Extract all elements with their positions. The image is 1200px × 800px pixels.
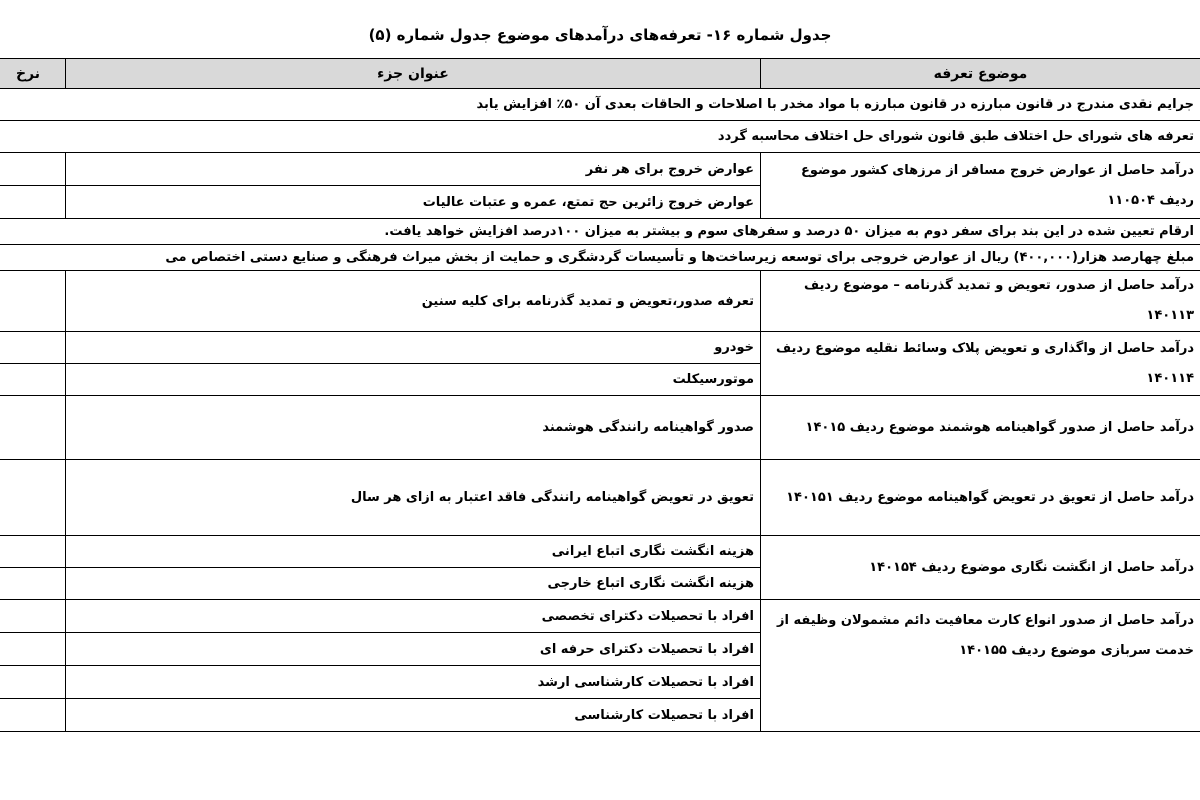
- item-cell: افراد با تحصیلات کارشناسی: [66, 699, 761, 732]
- rate-cell: [0, 699, 66, 732]
- rate-cell: [0, 186, 66, 219]
- table-title: جدول شماره ۱۶- تعرفه‌های درآمدهای موضوع جدول شماره (۵): [368, 26, 832, 44]
- subject-passport: درآمد حاصل از صدور، تعویض و تمدید گذرنامه – موضوع ردیف ۱۴۰۱۱۳: [761, 271, 1200, 332]
- note-row: [0, 219, 1200, 245]
- subject-smart-license: درآمد حاصل از صدور گواهینامه هوشمند موضوع ردیف ۱۴۰۱۵: [761, 396, 1200, 460]
- subject-plate: درآمد حاصل از واگذاری و تعویض پلاک وسائط نقلیه موضوع ردیف ۱۴۰۱۱۴: [761, 332, 1200, 396]
- note-row: [0, 245, 1200, 271]
- rate-cell: [0, 460, 66, 536]
- rate-cell: [0, 536, 66, 568]
- rate-cell: [0, 332, 66, 364]
- item-cell: افراد با تحصیلات دکترای حرفه ای: [66, 633, 761, 666]
- subject-license-delay: درآمد حاصل از تعویق در تعویض گواهینامه موضوع ردیف ۱۴۰۱۵۱: [761, 460, 1200, 536]
- table-row: [0, 271, 1200, 332]
- rate-cell: [0, 600, 66, 633]
- header-row: [0, 59, 1200, 89]
- table-row: [0, 332, 1200, 364]
- item-cell: هزینه انگشت نگاری اتباع خارجی: [66, 568, 761, 600]
- header-item: عنوان جزء: [66, 59, 761, 89]
- subject-exemption-card: درآمد حاصل از صدور انواع کارت معافیت دائم مشمولان وظیفه از خدمت سربازی موضوع ردیف ۱۴۰۱۵۵: [761, 600, 1200, 732]
- note-drug-fines: جرایم نقدی مندرج در قانون مبارزه در قانون مبارزه با مواد مخدر با اصلاحات و الحاقات بعدی آن ۵۰٪ افزایش یابد: [0, 89, 1200, 121]
- table-row: [0, 460, 1200, 536]
- note-row: [0, 121, 1200, 153]
- item-cell: افراد با تحصیلات کارشناسی ارشد: [66, 666, 761, 699]
- table-row: [0, 396, 1200, 460]
- rate-cell: [0, 153, 66, 186]
- table-row: [0, 153, 1200, 186]
- header-rate: نرخ: [0, 59, 66, 89]
- header-subject: موضوع تعرفه: [761, 59, 1200, 89]
- item-cell: صدور گواهینامه رانندگی هوشمند: [66, 396, 761, 460]
- note-trip-increase: ارقام تعیین شده در این بند برای سفر دوم به میزان ۵۰ درصد و سفرهای سوم و بیشتر به میزان ۱۰۰درصد افزایش خواهد یافت.: [0, 219, 1200, 245]
- item-cell: خودرو: [66, 332, 761, 364]
- item-cell: موتورسیکلت: [66, 364, 761, 396]
- subject-fingerprint: درآمد حاصل از انگشت نگاری موضوع ردیف ۱۴۰۱۵۴: [761, 536, 1200, 600]
- item-cell: تعویق در تعویض گواهینامه رانندگی فاقد اعتبار به ازای هر سال: [66, 460, 761, 536]
- note-row: [0, 89, 1200, 121]
- rate-cell: [0, 568, 66, 600]
- rate-cell: [0, 633, 66, 666]
- note-exit-allocation: مبلغ چهارصد هزار(۴۰۰,۰۰۰) ریال از عوارض خروجی برای توسعه زیرساخت‌ها و تأسیسات گردشگری و حمایت از بخش میراث فرهنگی و صنایع دستی اختصاص می: [0, 245, 1200, 271]
- note-dispute-council: تعرفه های شورای حل اختلاف طبق قانون شورای حل اختلاف محاسبه گردد: [0, 121, 1200, 153]
- rate-cell: [0, 666, 66, 699]
- rate-cell: [0, 271, 66, 332]
- item-cell: افراد با تحصیلات دکترای تخصصی: [66, 600, 761, 633]
- rate-cell: [0, 364, 66, 396]
- item-cell: تعرفه صدور،تعویض و تمدید گذرنامه برای کلیه سنین: [66, 271, 761, 332]
- item-cell: هزینه انگشت نگاری اتباع ایرانی: [66, 536, 761, 568]
- tariff-table: [0, 58, 1200, 732]
- table-row: [0, 600, 1200, 633]
- item-cell: عوارض خروج برای هر نفر: [66, 153, 761, 186]
- item-cell: عوارض خروج زائرین حج تمتع، عمره و عتبات عالیات: [66, 186, 761, 219]
- subject-exit: درآمد حاصل از عوارض خروج مسافر از مرزهای کشور موضوع ردیف ۱۱۰۵۰۴: [761, 153, 1200, 219]
- table-row: [0, 536, 1200, 568]
- rate-cell: [0, 396, 66, 460]
